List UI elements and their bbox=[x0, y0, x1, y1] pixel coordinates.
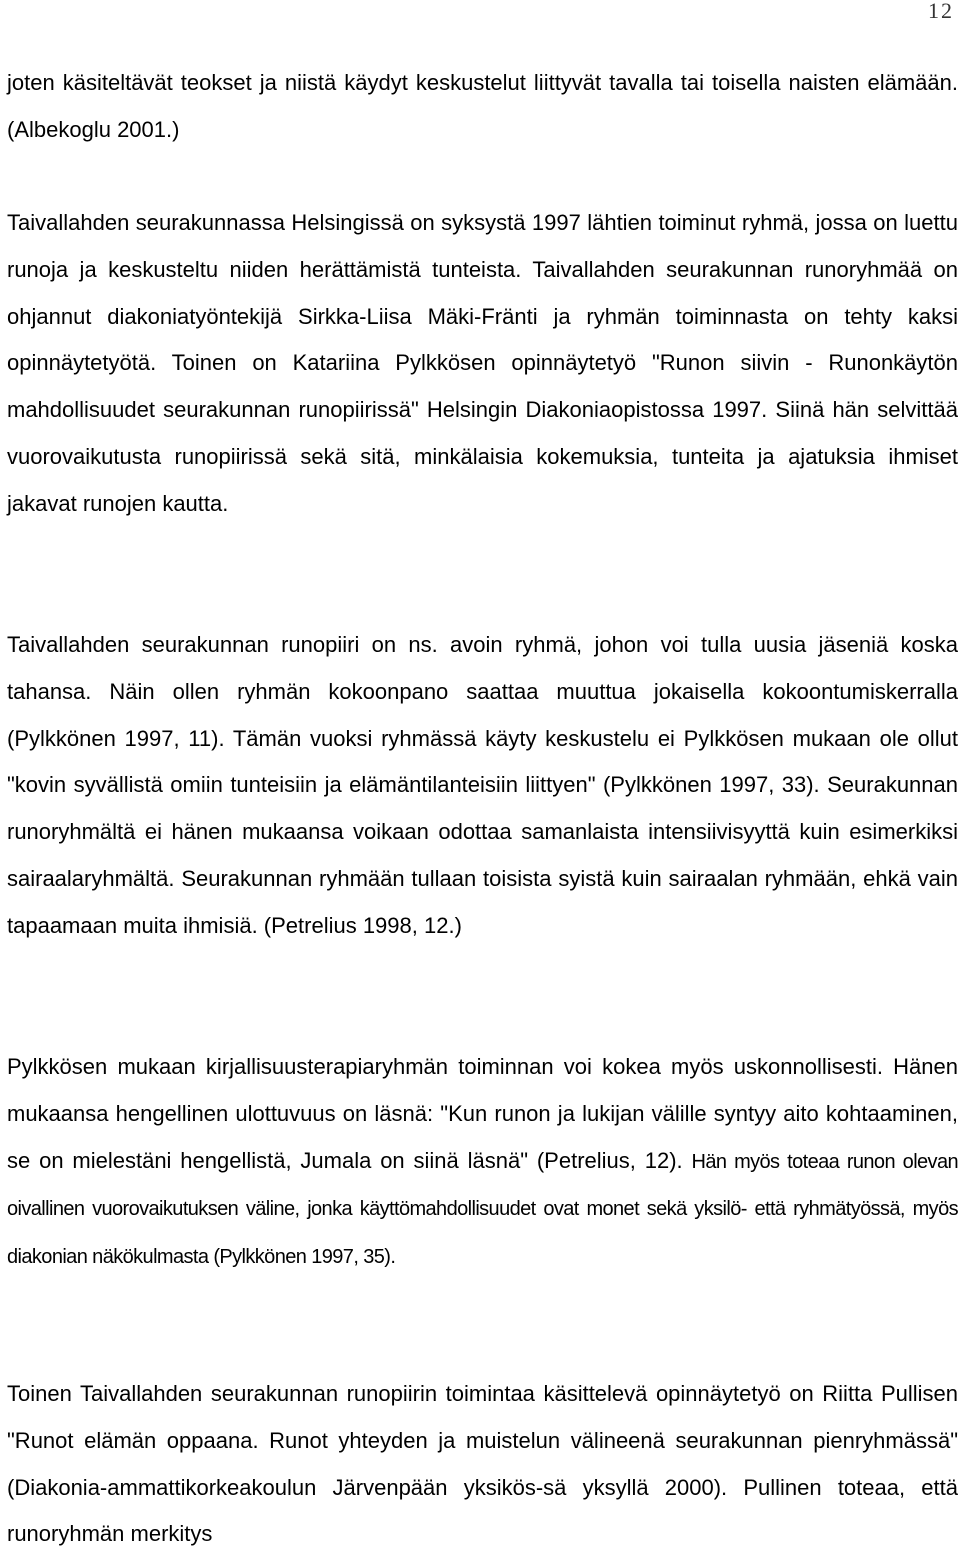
paragraph-3: Taivallahden seurakunnan runopiiri on ns. avoin ryhmä, johon voi tulla uusia jäseniä koska tahansa. Näin ollen ryhmän kokoonpano saattaa muuttua jokaisella kokoontumiskerralla (Pylkkönen 1997, 11). Tämän vuoksi ryhmässä käyty keskustelu ei Pylkkösen mukaan ole ollut "kovin syvällistä omiin tunteisiin ja elämäntilanteisiin liittyen" (Pylkkönen 1997, 33). Seurakunnan runoryhmältä ei hänen mukaansa voikaan odottaa samanlaista intensiivisyyttä kuin esimerkiksi sairaalaryhmältä. Seurakunnan ryhmään tullaan toisista syistä kuin sairaalan ryhmään, ehkä vain tapaamaan muita ihmisiä. (Petrelius 1998, 12.) bbox=[7, 632, 958, 938]
paragraph-5: Toinen Taivallahden seurakunnan runopiirin toimintaa käsittelevä opinnäytetyö on Riitta Pullisen "Runot elämän oppaana. Runot yhteyden ja muistelun välineenä seurakunnan pienryhmässä" (Diakonia-ammattikorkeakoulun Järvenpään yksikös-sä yksyllä 2000). Pullinen toteaa, että runoryhmän merkitys bbox=[7, 1381, 958, 1547]
paragraph-1: joten käsiteltävät teokset ja niistä käydyt keskustelut liittyvät tavalla tai toisella naisten elämään. (Albekoglu 2001.) bbox=[7, 70, 958, 142]
page-number: 12 bbox=[928, 0, 954, 23]
paragraph-4 bbox=[7, 1044, 958, 1281]
paragraph-4-part-2-condensed: Hän myös toteaa runon olevan oivallinen vuorovaikutuksen väline, jonka käyttömahdollisuudet ovat monet sekä yksilö- että ryhmätyössä, myös diakonian näkökulmasta (Pylkkönen 1997, 35). bbox=[7, 1150, 959, 1269]
paragraph-4-part-1: Pylkkösen mukaan kirjallisuusterapiaryhmän toiminnan voi kokea myös uskonnollisesti. Hänen mukaansa hengellinen ulottuvuus on läsnä: "Kun runon ja lukijan välille syntyy aito kohtaaminen, se on mielestäni hengellistä, Jumala on siinä läsnä" (Petrelius, 12). bbox=[7, 1054, 958, 1173]
paragraph-2: Taivallahden seurakunnassa Helsingissä on syksystä 1997 lähtien toiminut ryhmä, jossa on luettu runoja ja keskusteltu niiden herättämistä tunteista. Taivallahden seurakunnan runoryhmää on ohjannut diakoniatyöntekijä Sirkka-Liisa Mäki-Fränti ja ryhmän toiminnasta on tehty kaksi opinnäytetyötä. Toinen on Katariina Pylkkösen opinnäytetyö "Runon siivin - Runonkäytön mahdollisuudet seurakunnan runopiirissä" Helsingin Diakoniaopistossa 1997. Siinä hän selvittää vuorovaikutusta runopiirissä sekä sitä, minkälaisia kokemuksia, tunteita ja ajatuksia ihmiset jakavat runojen kautta. bbox=[7, 210, 958, 516]
